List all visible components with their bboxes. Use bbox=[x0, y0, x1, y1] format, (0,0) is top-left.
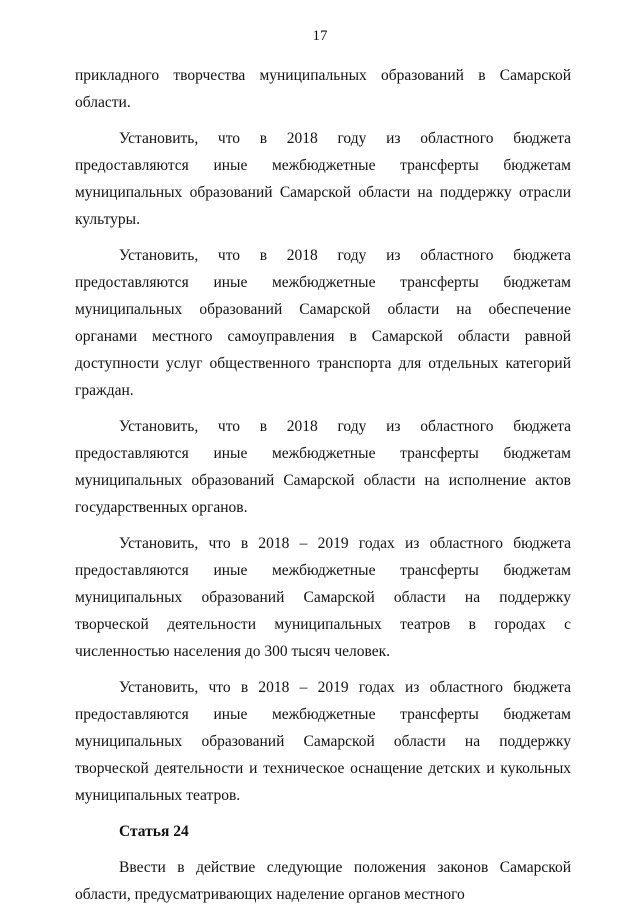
paragraph: Установить, что в 2018 году из областного бюджета предоставляются иные межбюджетные трансферты бюджетам муниципальных образований Самарской области на поддержку отрасли культуры. bbox=[75, 130, 571, 228]
page-number: 17 bbox=[312, 28, 328, 44]
paragraph-continuation: прикладного творчества муниципальных образований в Самарской области. bbox=[75, 67, 571, 111]
paragraph: Установить, что в 2018 году из областного бюджета предоставляются иные межбюджетные трансферты бюджетам муниципальных образований Самарской области на исполнение актов государственных органов. bbox=[75, 418, 571, 516]
document-body bbox=[75, 62, 571, 917]
paragraph: Установить, что в 2018 – 2019 годах из областного бюджета предоставляются иные межбюджетные трансферты бюджетам муниципальных образований Самарской области на поддержку творческой деятельности муниципальных театров в городах с численностью населения до 300 тысяч человек. bbox=[75, 535, 571, 660]
article-heading: Статья 24 bbox=[119, 823, 189, 840]
article-paragraph: Ввести в действие следующие положения законов Самарской области, предусматривающих наделение органов местного bbox=[75, 859, 571, 903]
paragraph: Установить, что в 2018 – 2019 годах из областного бюджета предоставляются иные межбюджетные трансферты бюджетам муниципальных образований Самарской области на поддержку творческой деятельности и техническое оснащение детских и кукольных муниципальных театров. bbox=[75, 679, 571, 804]
paragraph: Установить, что в 2018 году из областного бюджета предоставляются иные межбюджетные трансферты бюджетам муниципальных образований Самарской области на обеспечение органами местного самоуправления в Самарской области равной доступности услуг общественного транспорта для отдельных категорий граждан. bbox=[75, 247, 571, 399]
